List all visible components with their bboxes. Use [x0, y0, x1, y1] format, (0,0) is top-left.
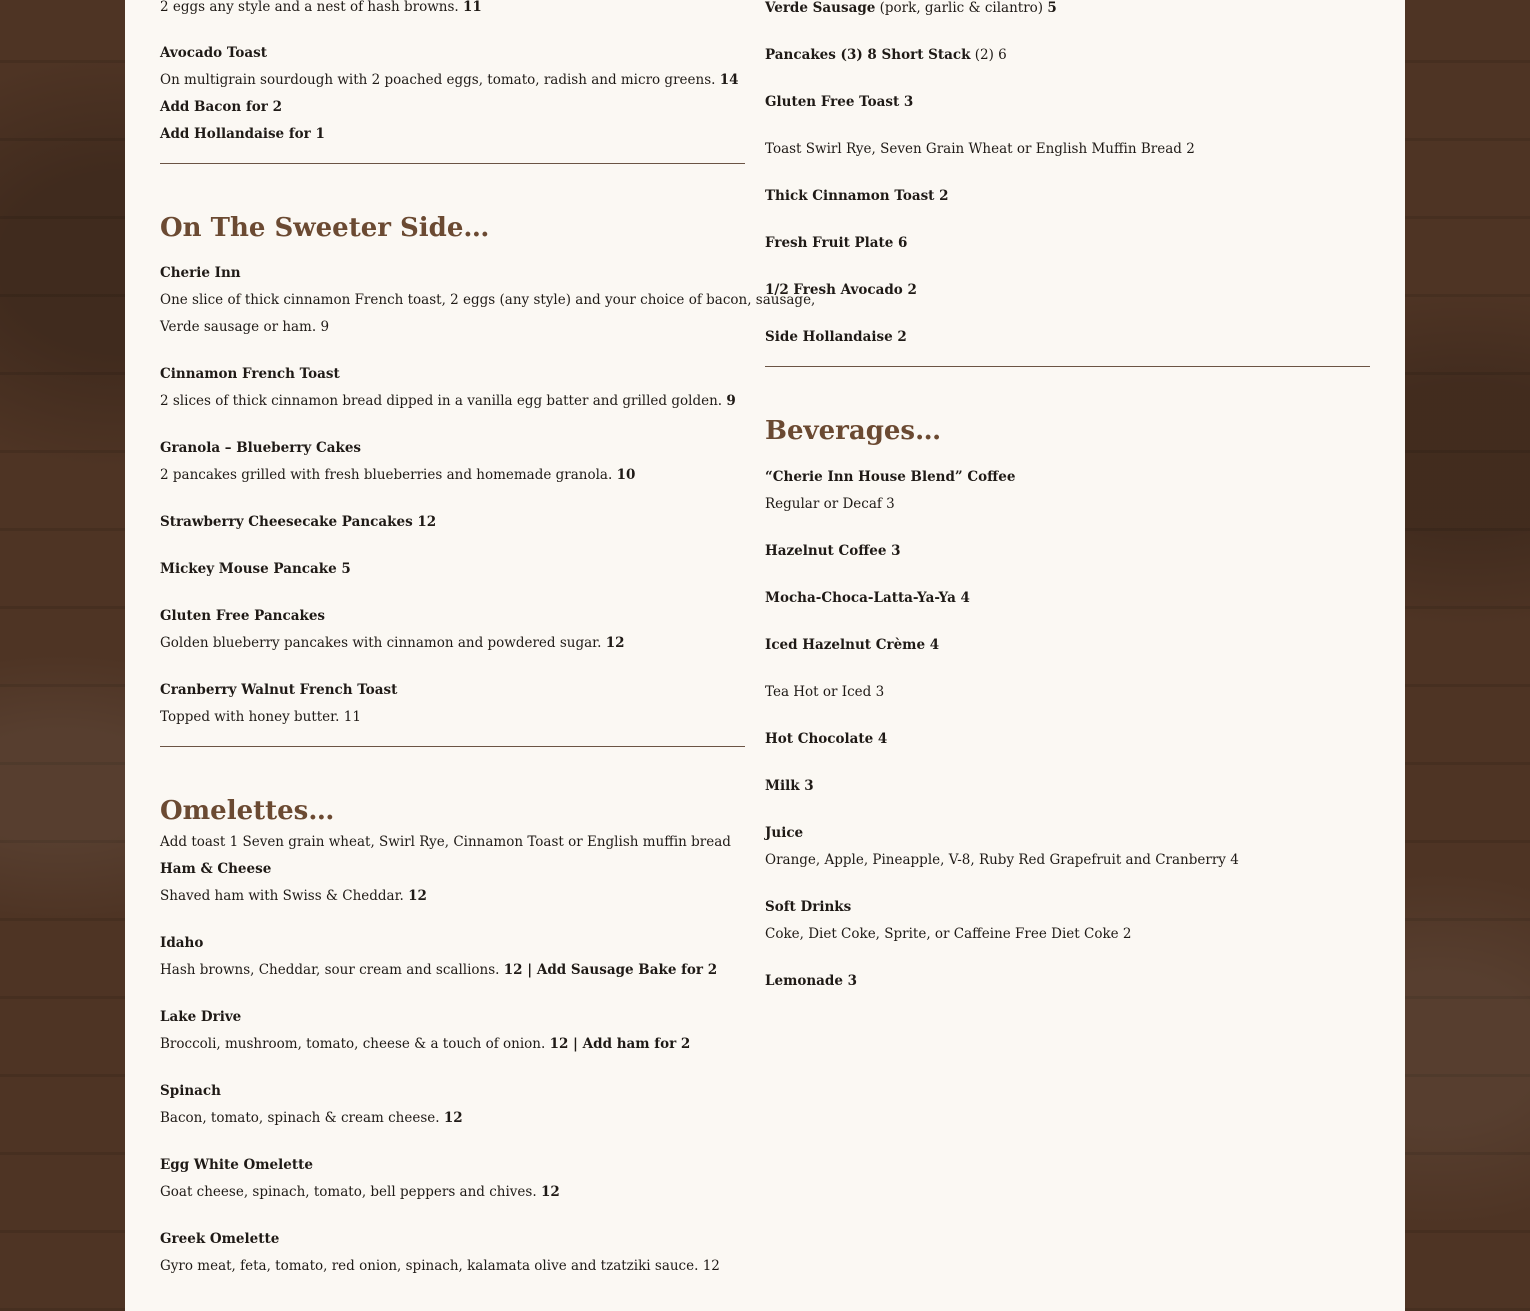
side-item: 1/2 Fresh Avocado 2 [765, 282, 917, 298]
menu-item-description: Bacon, tomato, spinach & cream cheese. 12 [160, 1110, 463, 1126]
menu-item-description: Broccoli, mushroom, tomato, cheese & a touch of onion. 12 | Add ham for 2 [160, 1036, 691, 1052]
side-item: Verde Sausage (pork, garlic & cilantro) 5 [765, 0, 1057, 16]
beverage-name: Hazelnut Coffee 3 [765, 543, 901, 559]
menu-item-description: Golden blueberry pancakes with cinnamon and powdered sugar. 12 [160, 635, 625, 651]
beverage-name: Hot Chocolate 4 [765, 731, 888, 747]
side-item: Gluten Free Toast 3 [765, 94, 914, 110]
menu-item-name: Cranberry Walnut French Toast [160, 682, 398, 698]
menu-item-description: 2 slices of thick cinnamon bread dipped in a vanilla egg batter and grilled golden. 9 [160, 393, 736, 409]
menu-page [125, 0, 1405, 1311]
menu-item-name: Cherie Inn [160, 265, 241, 281]
side-item: Fresh Fruit Plate 6 [765, 235, 908, 251]
beverage-description: Orange, Apple, Pineapple, V-8, Ruby Red Grapefruit and Cranberry 4 [765, 852, 1239, 868]
menu-item-description: One slice of thick cinnamon French toast, 2 eggs (any style) and your choice of bacon, sausage, [160, 292, 816, 308]
menu-item-name: Spinach [160, 1083, 221, 1099]
beverage-name: Milk 3 [765, 778, 814, 794]
menu-item-name: Ham & Cheese [160, 861, 272, 877]
menu-item-description: Gyro meat, feta, tomato, red onion, spinach, kalamata olive and tzatziki sauce. 12 [160, 1258, 720, 1274]
beverage-name: Soft Drinks [765, 899, 852, 915]
section-divider [160, 163, 745, 164]
beverage-description: Coke, Diet Coke, Sprite, or Caffeine Free Diet Coke 2 [765, 926, 1132, 942]
menu-item-description: Hash browns, Cheddar, sour cream and scallions. 12 | Add Sausage Bake for 2 [160, 962, 718, 978]
beverage-name: “Cherie Inn House Blend” Coffee [765, 469, 1016, 485]
menu-item-name: Egg White Omelette [160, 1157, 313, 1173]
menu-item-name: Idaho [160, 935, 204, 951]
section-heading-beverages: Beverages… [765, 416, 942, 446]
menu-item-name: Strawberry Cheesecake Pancakes 12 [160, 514, 437, 530]
beverage-description: Regular or Decaf 3 [765, 496, 895, 512]
menu-item-description: Shaved ham with Swiss & Cheddar. 12 [160, 888, 427, 904]
menu-item-name: Granola – Blueberry Cakes [160, 440, 362, 456]
side-item: Pancakes (3) 8 Short Stack (2) 6 [765, 47, 1007, 63]
section-heading-omelettes: Omelettes… [160, 796, 335, 826]
section-note: Add toast 1 Seven grain wheat, Swirl Rye, Cinnamon Toast or English muffin bread [160, 834, 731, 850]
menu-item-name: Mickey Mouse Pancake 5 [160, 561, 351, 577]
menu-item-description: Topped with honey butter. 11 [160, 709, 361, 725]
beverage-name: Tea Hot or Iced 3 [765, 684, 885, 700]
menu-item-name: Gluten Free Pancakes [160, 608, 326, 624]
menu-item-name: Cinnamon French Toast [160, 366, 340, 382]
menu-item-name: Lake Drive [160, 1009, 242, 1025]
beverage-name: Lemonade 3 [765, 973, 858, 989]
menu-item-description: On multigrain sourdough with 2 poached eggs, tomato, radish and micro greens. 14 [160, 72, 739, 88]
section-divider [160, 746, 745, 747]
menu-item-addon: Add Hollandaise for 1 [160, 126, 325, 142]
menu-item-description: 2 pancakes grilled with fresh blueberries and homemade granola. 10 [160, 467, 636, 483]
menu-item-name: Greek Omelette [160, 1231, 280, 1247]
section-heading-sweeter: On The Sweeter Side… [160, 213, 490, 243]
side-item: Toast Swirl Rye, Seven Grain Wheat or English Muffin Bread 2 [765, 141, 1195, 157]
side-item: Thick Cinnamon Toast 2 [765, 188, 949, 204]
beverage-name: Mocha-Choca-Latta-Ya-Ya 4 [765, 590, 970, 606]
side-item: Side Hollandaise 2 [765, 329, 907, 345]
menu-item-description: Verde sausage or ham. 9 [160, 319, 330, 335]
beverage-name: Iced Hazelnut Crème 4 [765, 637, 940, 653]
beverage-name: Juice [765, 825, 804, 841]
menu-item-name: Avocado Toast [160, 45, 267, 61]
section-divider [765, 366, 1370, 367]
menu-item-description: Goat cheese, spinach, tomato, bell peppers and chives. 12 [160, 1184, 560, 1200]
menu-item-description: 2 eggs any style and a nest of hash browns. 11 [160, 0, 482, 15]
menu-item-addon: Add Bacon for 2 [160, 99, 282, 115]
